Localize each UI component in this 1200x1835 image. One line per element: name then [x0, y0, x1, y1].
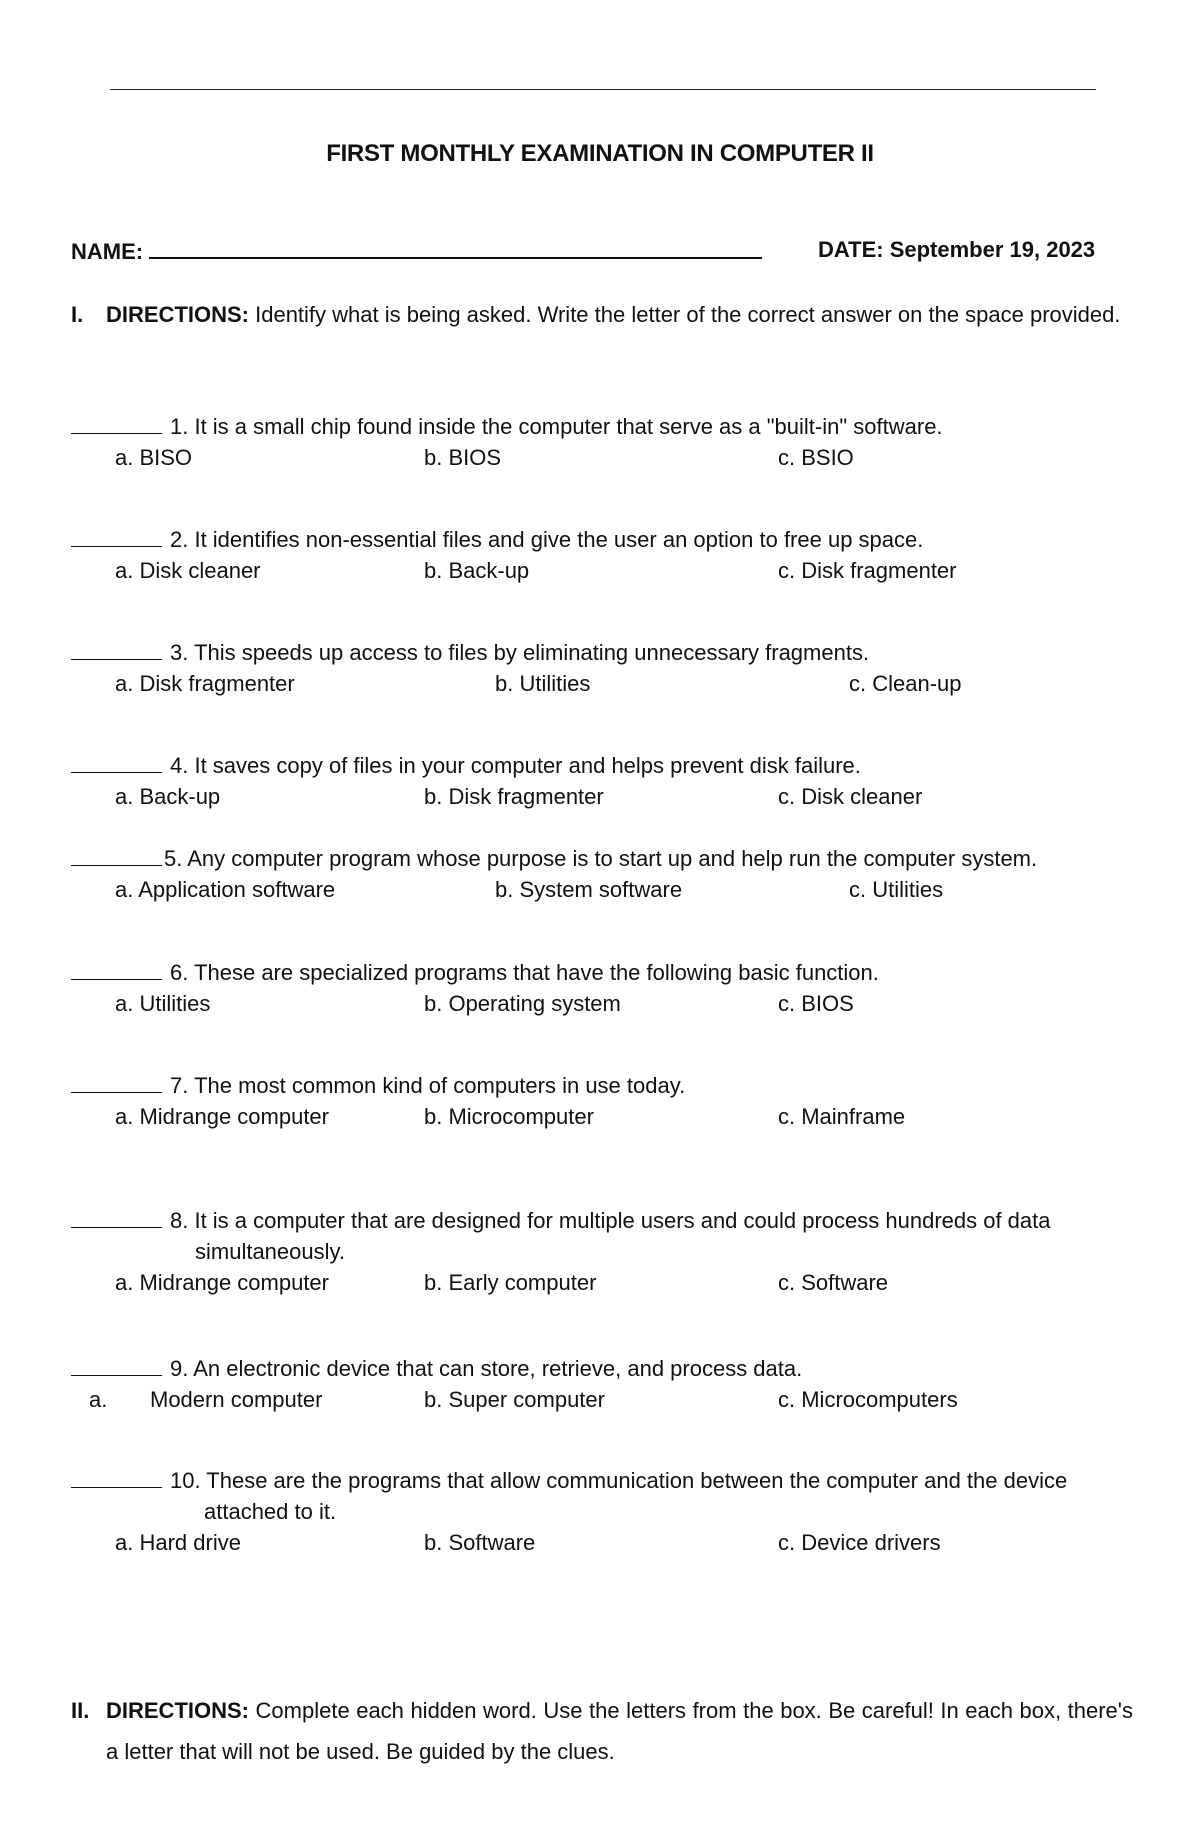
part2-numeral: II.: [71, 1698, 90, 1723]
choice-b: b. Operating system: [424, 991, 621, 1016]
choice-b: b. System software: [495, 877, 683, 902]
name-blank[interactable]: [149, 237, 762, 259]
choice-c: c. Mainframe: [778, 1104, 906, 1129]
question-stem: 3. This speeds up access to files by eliminating unnecessary fragments.: [170, 640, 870, 665]
question-stem: 10. These are the programs that allow communication between the computer and the device: [170, 1468, 1068, 1493]
answer-blank[interactable]: [71, 1070, 162, 1093]
choice-a: a. Utilities: [115, 991, 211, 1016]
choice-c: c. BIOS: [778, 991, 854, 1016]
choice-c: c. Disk cleaner: [778, 784, 923, 809]
choice-a: a. Application software: [115, 877, 336, 902]
question-7: [71, 1070, 1133, 1132]
answer-blank[interactable]: [71, 637, 162, 660]
choice-a: a. BISO: [115, 445, 193, 470]
choice-b: b. BIOS: [424, 445, 502, 470]
question-stem: 2. It identifies non-essential files and give the user an option to free up space.: [170, 527, 924, 552]
answer-blank[interactable]: [71, 843, 162, 866]
question-stem: 4. It saves copy of files in your computer and helps prevent disk failure.: [170, 753, 861, 778]
question-stem: 9. An electronic device that can store, retrieve, and process data.: [170, 1356, 803, 1381]
answer-blank[interactable]: [71, 411, 162, 434]
header-rule: [110, 89, 1096, 90]
question-1: [71, 411, 1133, 473]
part2-directions-text: Complete each hidden word. Use the letters from the box. Be careful! In each box, there's a letter that will not be used. Be guided by the clues.: [106, 1698, 1133, 1764]
choice-b: b. Utilities: [495, 671, 591, 696]
choice-c: c. Software: [778, 1270, 889, 1295]
question-stem: 6. These are specialized programs that have the following basic function.: [170, 960, 879, 985]
choice-a: a. Hard drive: [115, 1530, 241, 1555]
choice-c: c. Clean-up: [849, 671, 962, 696]
question-stem-continued: attached to it.: [204, 1499, 337, 1524]
question-6: [71, 957, 1133, 1019]
choice-c: c. Device drivers: [778, 1530, 941, 1555]
choice-a: a. Disk fragmenter: [115, 671, 295, 696]
answer-blank[interactable]: [71, 957, 162, 980]
question-stem-continued: simultaneously.: [195, 1239, 345, 1264]
date-label: DATE: September 19, 2023: [818, 237, 1096, 262]
choice-c: c. Microcomputers: [778, 1387, 958, 1412]
question-9: [71, 1353, 1133, 1415]
part1-directions-text: Identify what is being asked. Write the letter of the correct answer on the space provided.: [249, 302, 1121, 327]
answer-blank[interactable]: [71, 1353, 162, 1376]
choice-c: c. Utilities: [849, 877, 944, 902]
name-field: [71, 237, 762, 265]
answer-blank[interactable]: [71, 1465, 162, 1488]
answer-blank[interactable]: [71, 750, 162, 773]
part1-directions: [71, 299, 1133, 331]
choice-a: a. Midrange computer: [115, 1270, 329, 1295]
choice-a: Modern computer: [150, 1387, 323, 1412]
question-5: [71, 843, 1133, 905]
question-8: [71, 1205, 1133, 1298]
answer-blank[interactable]: [71, 524, 162, 547]
exam-title: FIRST MONTHLY EXAMINATION IN COMPUTER II: [326, 140, 874, 167]
question-stem: 8. It is a computer that are designed for multiple users and could process hundreds of data: [170, 1208, 1051, 1233]
answer-blank[interactable]: [71, 1205, 162, 1228]
choice-b: b. Back-up: [424, 558, 530, 583]
choice-b: b. Disk fragmenter: [424, 784, 604, 809]
part1-directions-label: DIRECTIONS:: [106, 302, 249, 327]
choice-a-label: a.: [89, 1387, 108, 1412]
choice-a: a. Midrange computer: [115, 1104, 329, 1129]
question-stem: 1. It is a small chip found inside the computer that serve as a "built-in" software.: [170, 414, 943, 439]
question-3: [71, 637, 1133, 699]
question-4: [71, 750, 1133, 812]
choice-a: a. Disk cleaner: [115, 558, 261, 583]
question-stem: 5. Any computer program whose purpose is to start up and help run the computer system.: [164, 846, 1038, 871]
choice-b: b. Software: [424, 1530, 536, 1555]
choice-b: b. Super computer: [424, 1387, 605, 1412]
part2-directions-label: DIRECTIONS:: [106, 1698, 249, 1723]
choice-b: b. Microcomputer: [424, 1104, 594, 1129]
part2-directions: [71, 1690, 1133, 1772]
choice-c: c. BSIO: [778, 445, 854, 470]
name-label: NAME:: [71, 239, 144, 264]
choice-b: b. Early computer: [424, 1270, 597, 1295]
part1-numeral: I.: [71, 302, 84, 327]
question-stem: 7. The most common kind of computers in use today.: [170, 1073, 686, 1098]
choice-c: c. Disk fragmenter: [778, 558, 957, 583]
choice-a: a. Back-up: [115, 784, 221, 809]
question-2: [71, 524, 1133, 586]
question-10: [71, 1465, 1133, 1558]
